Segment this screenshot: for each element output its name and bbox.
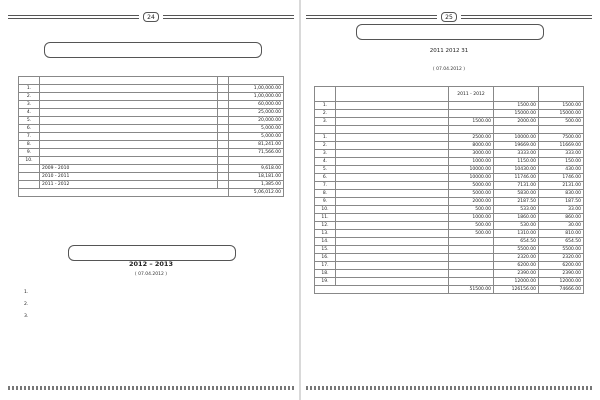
table-row [19, 93, 284, 101]
row-item [336, 142, 449, 150]
table-total-row [315, 286, 584, 294]
row-amount: 20,000.00 [229, 117, 284, 125]
row-description [40, 109, 218, 117]
income-expense-table [314, 86, 584, 294]
row-description: 2011 - 2012 [40, 181, 218, 189]
right-page [306, 8, 592, 392]
footer-pattern [306, 386, 592, 390]
row-item [336, 222, 449, 230]
row-amount: 60,000.00 [229, 101, 284, 109]
row-description [40, 85, 218, 93]
row-amount: 5,000.00 [229, 125, 284, 133]
table-row [315, 110, 584, 118]
page-number: 25 [441, 12, 457, 22]
table-row [19, 101, 284, 109]
row-number: 13. [315, 230, 336, 238]
table-row [315, 238, 584, 246]
row-description [40, 157, 218, 165]
row-dash [218, 93, 229, 101]
table-row [315, 222, 584, 230]
row-number: 18. [315, 270, 336, 278]
row-actual: 2187.50 [494, 198, 539, 206]
row-budget: 8000.00 [449, 142, 494, 150]
row-difference: 810.00 [539, 230, 584, 238]
row-amount: 1,00,000.00 [229, 93, 284, 101]
row-number: 9. [315, 198, 336, 206]
row-budget [449, 238, 494, 246]
row-difference: 333.00 [539, 150, 584, 158]
row-actual: 1500.00 [494, 102, 539, 110]
row-number: 7. [315, 182, 336, 190]
header-rule [8, 15, 139, 19]
table-header-row [315, 87, 584, 102]
row-actual: 5500.00 [494, 246, 539, 254]
row-item [336, 134, 449, 142]
row-description [40, 125, 218, 133]
row-number: 3. [19, 101, 40, 109]
row-budget: 500.00 [449, 230, 494, 238]
table-row [315, 190, 584, 198]
row-dash [218, 173, 229, 181]
statement-date-note: ( 07.04.2012 ) [432, 67, 466, 72]
row-number: 8. [19, 141, 40, 149]
note-text [34, 289, 278, 296]
row-description: 2009 - 2010 [40, 165, 218, 173]
row-dash [218, 133, 229, 141]
row-number: 3. [315, 150, 336, 158]
table-row [19, 117, 284, 125]
row-item [336, 246, 449, 254]
budget-note [24, 313, 278, 320]
row-difference: 500.00 [539, 118, 584, 126]
table-row [19, 109, 284, 117]
row-description [40, 101, 218, 109]
row-amount: 18,181.00 [229, 173, 284, 181]
row-number: 3. [315, 118, 336, 126]
col-header [539, 87, 584, 102]
col-header [19, 77, 40, 85]
row-item [336, 262, 449, 270]
left-page [8, 8, 294, 392]
table-row [315, 254, 584, 262]
row-actual: 10430.00 [494, 166, 539, 174]
table-row [315, 174, 584, 182]
row-actual: 3333.00 [494, 150, 539, 158]
row-actual: 2000.00 [494, 118, 539, 126]
empty-cell [494, 126, 539, 134]
budget-notes [24, 289, 278, 325]
row-actual: 11746.00 [494, 174, 539, 182]
row-item [336, 270, 449, 278]
row-actual: 7131.00 [494, 182, 539, 190]
row-budget [449, 262, 494, 270]
note-number: 1. [24, 290, 29, 295]
row-amount: 81,241.00 [229, 141, 284, 149]
row-number: 5. [19, 117, 40, 125]
row-budget [449, 270, 494, 278]
row-dash [218, 141, 229, 149]
note-number: 2. [24, 302, 29, 307]
table-row [315, 198, 584, 206]
row-budget: 500.00 [449, 206, 494, 214]
col-header [494, 87, 539, 102]
row-difference: 5500.00 [539, 246, 584, 254]
row-budget: 5000.00 [449, 182, 494, 190]
total-difference: 74666.00 [539, 286, 584, 294]
row-item [336, 230, 449, 238]
col-header [229, 77, 284, 85]
row-number: 4. [315, 158, 336, 166]
row-actual: 1860.00 [494, 214, 539, 222]
row-budget: 10000.00 [449, 166, 494, 174]
row-actual: 19669.00 [494, 142, 539, 150]
donation-table [18, 76, 284, 197]
row-difference: 430.00 [539, 166, 584, 174]
table-row [315, 262, 584, 270]
table-row [315, 166, 584, 174]
row-description: 2010 - 2011 [40, 173, 218, 181]
row-number: 6. [315, 174, 336, 182]
total-actual: 126156.00 [494, 286, 539, 294]
page-number: 24 [143, 12, 159, 22]
row-description [40, 141, 218, 149]
row-item [336, 150, 449, 158]
right-page-footer [306, 384, 592, 392]
table-row [315, 230, 584, 238]
total-label [19, 189, 229, 197]
row-difference: 2131.00 [539, 182, 584, 190]
row-number: 5. [315, 166, 336, 174]
statement-title-box [356, 24, 544, 40]
row-number: 10. [315, 206, 336, 214]
row-item [336, 254, 449, 262]
row-difference: 2390.00 [539, 270, 584, 278]
table-row [315, 118, 584, 126]
row-dash [218, 149, 229, 157]
table-row [315, 182, 584, 190]
row-difference: 7500.00 [539, 134, 584, 142]
row-difference: 33.00 [539, 206, 584, 214]
table-row [19, 149, 284, 157]
row-actual: 533.00 [494, 206, 539, 214]
row-actual: 10000.00 [494, 134, 539, 142]
table-row [19, 125, 284, 133]
row-dash [218, 181, 229, 189]
col-header-year: 2011 - 2012 [449, 87, 494, 102]
budget-subheading: 2012 – 2013 [129, 260, 173, 268]
row-actual: 1150.00 [494, 158, 539, 166]
row-difference: 2320.00 [539, 254, 584, 262]
table-row [19, 181, 284, 189]
row-number: 6. [19, 125, 40, 133]
row-dash [218, 157, 229, 165]
table-total-row [19, 189, 284, 197]
footer-pattern [8, 386, 294, 390]
empty-cell [539, 126, 584, 134]
donation-title-box [44, 42, 262, 58]
row-actual: 6200.00 [494, 262, 539, 270]
budget-date-note: ( 07.04.2012 ) [134, 272, 168, 277]
row-number [19, 173, 40, 181]
table-row [315, 270, 584, 278]
row-number: 15. [315, 246, 336, 254]
row-budget: 1000.00 [449, 158, 494, 166]
total-label [315, 286, 449, 294]
row-number: 16. [315, 254, 336, 262]
table-row [315, 246, 584, 254]
table-header-row [19, 77, 284, 85]
table-row [315, 158, 584, 166]
row-difference: 11669.00 [539, 142, 584, 150]
row-number [19, 181, 40, 189]
row-actual: 654.50 [494, 238, 539, 246]
section-heading [336, 126, 449, 134]
total-amount: 5,06,012.00 [229, 189, 284, 197]
row-dash [218, 85, 229, 93]
row-number: 2. [315, 110, 336, 118]
row-budget: 1000.00 [449, 214, 494, 222]
row-number: 11. [315, 214, 336, 222]
row-difference: 1746.00 [539, 174, 584, 182]
row-number: 17. [315, 262, 336, 270]
section-heading-row [315, 126, 584, 134]
table-row [315, 142, 584, 150]
header-rule [461, 15, 592, 19]
row-budget: 2500.00 [449, 134, 494, 142]
row-difference: 12000.00 [539, 278, 584, 286]
row-item [336, 278, 449, 286]
row-number: 1. [19, 85, 40, 93]
table-row [315, 214, 584, 222]
row-dash [218, 117, 229, 125]
row-actual: 5830.00 [494, 190, 539, 198]
empty-cell [449, 126, 494, 134]
row-item [336, 174, 449, 182]
row-difference: 187.50 [539, 198, 584, 206]
row-description [40, 133, 218, 141]
row-dash [218, 109, 229, 117]
row-number: 7. [19, 133, 40, 141]
row-number: 8. [315, 190, 336, 198]
row-number: 1. [315, 134, 336, 142]
budget-note [24, 289, 278, 296]
note-text [34, 313, 278, 320]
row-amount: 25,000.00 [229, 109, 284, 117]
row-budget [449, 102, 494, 110]
section-heading-cell [315, 126, 336, 134]
row-amount: 71,566.00 [229, 149, 284, 157]
row-item [336, 110, 449, 118]
row-budget: 3000.00 [449, 150, 494, 158]
row-number [19, 165, 40, 173]
table-row [19, 141, 284, 149]
row-item [336, 214, 449, 222]
row-difference: 654.50 [539, 238, 584, 246]
row-amount [229, 157, 284, 165]
statement-subtitle: 2011 2012 31 [429, 48, 469, 54]
row-budget: 10000.00 [449, 174, 494, 182]
row-difference: 15000.00 [539, 110, 584, 118]
table-row [19, 165, 284, 173]
row-item [336, 198, 449, 206]
row-item [336, 206, 449, 214]
row-actual: 2320.00 [494, 254, 539, 262]
row-description [40, 149, 218, 157]
header-rule [163, 15, 294, 19]
budget-note [24, 301, 278, 308]
row-budget [449, 110, 494, 118]
row-budget [449, 246, 494, 254]
total-budget: 51500.00 [449, 286, 494, 294]
row-item [336, 190, 449, 198]
row-actual: 15000.00 [494, 110, 539, 118]
table-row [19, 173, 284, 181]
row-number: 14. [315, 238, 336, 246]
row-budget: 2000.00 [449, 198, 494, 206]
row-item [336, 102, 449, 110]
row-item [336, 158, 449, 166]
row-dash [218, 125, 229, 133]
note-text [34, 301, 278, 308]
row-actual: 1310.00 [494, 230, 539, 238]
row-description [40, 117, 218, 125]
row-actual: 530.00 [494, 222, 539, 230]
row-budget: 5000.00 [449, 190, 494, 198]
table-row [315, 134, 584, 142]
row-number: 10. [19, 157, 40, 165]
row-budget [449, 278, 494, 286]
row-difference: 6200.00 [539, 262, 584, 270]
row-dash [218, 101, 229, 109]
row-item [336, 182, 449, 190]
row-budget: 1500.00 [449, 118, 494, 126]
table-row [315, 206, 584, 214]
row-difference: 30.00 [539, 222, 584, 230]
row-number: 9. [19, 149, 40, 157]
row-description [40, 93, 218, 101]
col-header [336, 87, 449, 102]
row-dash [218, 165, 229, 173]
col-header [315, 87, 336, 102]
row-actual: 12000.00 [494, 278, 539, 286]
row-difference: 860.00 [539, 214, 584, 222]
page-gutter [299, 0, 301, 400]
row-number: 4. [19, 109, 40, 117]
row-number: 2. [19, 93, 40, 101]
row-number: 1. [315, 102, 336, 110]
row-item [336, 238, 449, 246]
header-rule [306, 15, 437, 19]
row-budget: 500.00 [449, 222, 494, 230]
table-row [315, 102, 584, 110]
row-amount: 9,618.00 [229, 165, 284, 173]
table-row [19, 157, 284, 165]
row-difference: 830.00 [539, 190, 584, 198]
row-amount: 1,385.00 [229, 181, 284, 189]
left-page-header [8, 12, 294, 22]
row-difference: 150.00 [539, 158, 584, 166]
row-actual: 2390.00 [494, 270, 539, 278]
col-header [218, 77, 229, 85]
row-amount: 1,00,000.00 [229, 85, 284, 93]
row-difference: 1500.00 [539, 102, 584, 110]
table-row [19, 85, 284, 93]
table-row [19, 133, 284, 141]
right-page-header [306, 12, 592, 22]
row-number: 2. [315, 142, 336, 150]
row-number: 12. [315, 222, 336, 230]
left-page-footer [8, 384, 294, 392]
row-budget [449, 254, 494, 262]
budget-title-box [68, 245, 236, 261]
note-number: 3. [24, 314, 29, 319]
col-header [40, 77, 218, 85]
row-item [336, 166, 449, 174]
row-number: 19. [315, 278, 336, 286]
row-amount: 5,000.00 [229, 133, 284, 141]
row-item [336, 118, 449, 126]
table-row [315, 278, 584, 286]
table-row [315, 150, 584, 158]
